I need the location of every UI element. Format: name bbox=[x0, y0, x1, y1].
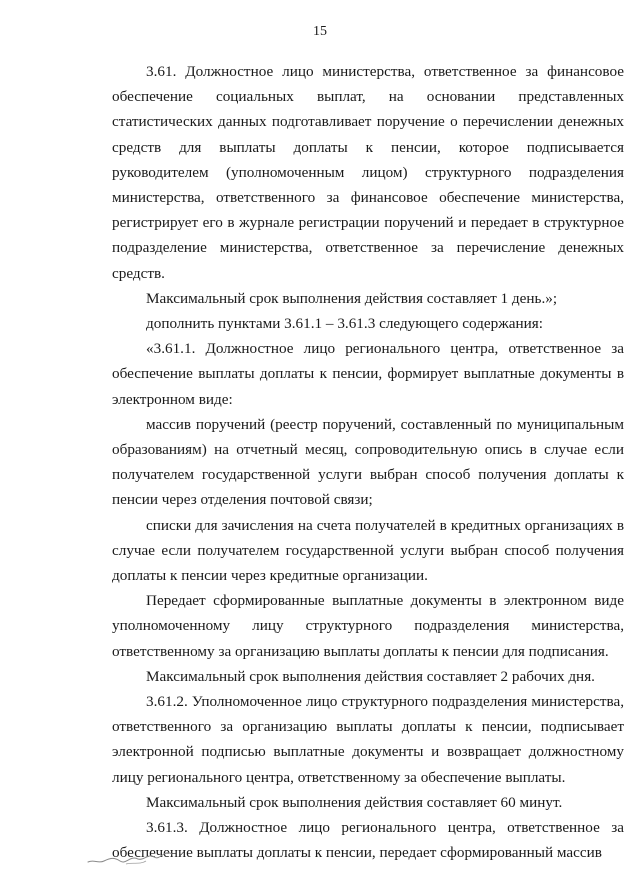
paragraph-3-61-1: «3.61.1. Должностное лицо регионального центра, ответственное за обеспечение выплаты доплаты к пенсии, формирует выплатные документы в электронном виде: bbox=[112, 340, 624, 408]
paragraph-3-61-3: 3.61.3. Должностное лицо регионального центра, ответственное за обеспечение выплаты доплаты к пенсии, передает сформированный массив bbox=[112, 819, 624, 862]
paragraph-payment-orders-array: массив поручений (реестр поручений, составленный по муниципальным образованиям) на отчетный месяц, сопроводительную опись в случае если получателем государственной услуги выбран способ получения доплаты к пенсии через отделения почтовой связи; bbox=[112, 415, 624, 509]
paragraph-amend-instruction: дополнить пунктами 3.61.1 – 3.61.3 следующего содержания: bbox=[146, 315, 543, 333]
paragraph-max-time-2-days: Максимальный срок выполнения действия составляет 2 рабочих дня. bbox=[146, 667, 595, 685]
paragraph-credit-lists: списки для зачисления на счета получателей в кредитных организациях в случае если получателем государственной услуги выбран способ получения доплаты к пенсии через кредитные организации. bbox=[112, 516, 624, 585]
paragraph-transfer-documents: Передает сформированные выплатные документы в электронном виде уполномоченному лицу структурного подразделения министерства, ответственному за организацию выплаты доплаты к пенсии для подписания. bbox=[112, 592, 624, 660]
page-number: 15 bbox=[313, 24, 327, 39]
signature-scribble bbox=[86, 840, 176, 870]
paragraph-max-time-1-day: Максимальный срок выполнения действия составляет 1 день.»; bbox=[146, 289, 558, 307]
paragraph-3-61: 3.61. Должностное лицо министерства, ответственное за финансовое обеспечение социальных выплат, на основании представленных статистических данных подготавливает поручение о перечислении денежных средств для выплаты доплаты к пенсии, которое подписывается руководителем (уполномоченным лицом) структурного подразделения министерства, ответственного за финансовое обеспечение министерства, регистрирует его в журнале регистрации поручений и передает в структурное подразделение министерства, ответственное за перечисление денежных средств. bbox=[112, 63, 624, 282]
paragraph-max-time-60-min: Максимальный срок выполнения действия составляет 60 минут. bbox=[146, 793, 563, 811]
paragraph-3-61-2: 3.61.2. Уполномоченное лицо структурного подразделения министерства, ответственного за организацию выплаты доплаты к пенсии, подписывает электронной подписью выплатные документы и возвращает должностному лицу регионального центра, ответственному за обеспечение выплаты. bbox=[112, 693, 624, 786]
document-body bbox=[112, 59, 624, 866]
